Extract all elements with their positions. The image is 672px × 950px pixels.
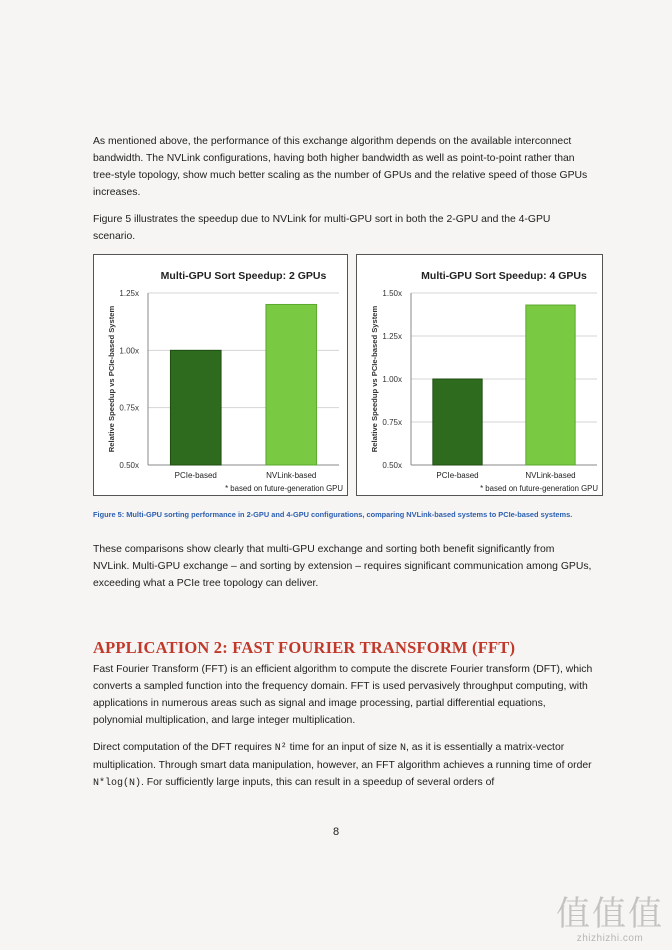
bar-pcie [433,379,482,465]
y-tick-label: 1.50x [382,289,402,298]
chart-footnote: * based on future-generation GPU [225,484,343,493]
watermark-url: zhizhizhi.com [576,933,644,944]
chart-4gpu [356,254,603,496]
dft-text-c: time for an input of size [286,742,400,753]
x-tick-label: PCIe-based [174,471,217,480]
y-tick-label: 1.00x [382,375,402,384]
y-tick-label: 1.00x [119,346,139,356]
chart-svg [357,255,602,495]
paragraph-exchange-performance: As mentioned above, the performance of this exchange algorithm depends on the available interconnect bandwidth. The NVLink configurations, having both higher bandwidth as well as point-to-point rather than tree-style topology, show much better scaling as the number of GPUs and the relative speed of those GPUs increases. [93,136,588,198]
paragraph-figure-intro: Figure 5 illustrates the speedup due to NVLink for multi-GPU sort in both the 2-GPU and the 4-GPU scenario. [93,214,551,242]
bar-nvlink [526,305,575,465]
bar-pcie [170,350,221,465]
dft-text-e: , as it is essentially a matrix-vector multiplication. Through smart data manipulation, however, an FFT algorithm achieves a running time of order [93,742,592,771]
dft-nlogn: N*log(N) [93,778,142,789]
y-axis-label: Relative Speedup vs PCIe-based System [370,305,379,453]
x-tick-label: NVLink-based [525,471,576,480]
y-tick-label: 0.50x [382,461,402,470]
watermark-logo [556,895,664,944]
chart-svg [94,255,347,495]
paragraph-dft-complexity [93,739,593,792]
paragraph-fft-intro: Fast Fourier Transform (FFT) is an efficient algorithm to compute the discrete Fourier transform (DFT), which converts a sampled function into the frequency domain. FFT is used pervasively throughput computing, with applications in numerous areas such as signal and image processing, partial differential equations, polynomial multiplication, and large integer multiplication. [93,664,593,726]
y-tick-label: 1.25x [382,332,402,341]
y-tick-label: 0.75x [382,418,402,427]
y-tick-label: 0.50x [119,461,139,470]
paragraph-comparison: These comparisons show clearly that multi-GPU exchange and sorting both benefit significantly from NVLink. Multi-GPU exchange – and sorting by extension – requires significant communication among GPUs, exceeding what a PCIe tree topology can deliver. [93,544,592,589]
x-tick-label: NVLink-based [266,471,317,480]
dft-n: N [399,743,406,754]
y-tick-label: 1.25x [119,289,139,298]
dft-n-squared: N² [274,743,287,754]
section-heading: APPLICATION 2: FAST FOURIER TRANSFORM (FFT) [93,638,516,657]
y-axis-label: Relative Speedup vs PCIe-based System [107,305,116,453]
dft-text-g: . For sufficiently large inputs, this can result in a speedup of several orders of [141,777,495,788]
x-tick-label: PCIe-based [436,471,479,480]
chart-title: Multi-GPU Sort Speedup: 4 GPUs [421,270,587,282]
figure-caption: Figure 5: Multi-GPU sorting performance in 2-GPU and 4-GPU configurations, comparing NVLink-based systems to PCIe-based systems. [93,510,573,519]
chart-title: Multi-GPU Sort Speedup: 2 GPUs [160,270,327,282]
watermark-glyphs: 值值值 [556,894,664,934]
dft-text-a: Direct computation of the DFT requires [93,742,275,753]
chart-2gpu [93,254,348,496]
page-number: 8 [332,826,340,838]
bar-nvlink [266,304,317,465]
y-tick-label: 0.75x [119,403,139,413]
chart-footnote: * based on future-generation GPU [480,484,598,493]
